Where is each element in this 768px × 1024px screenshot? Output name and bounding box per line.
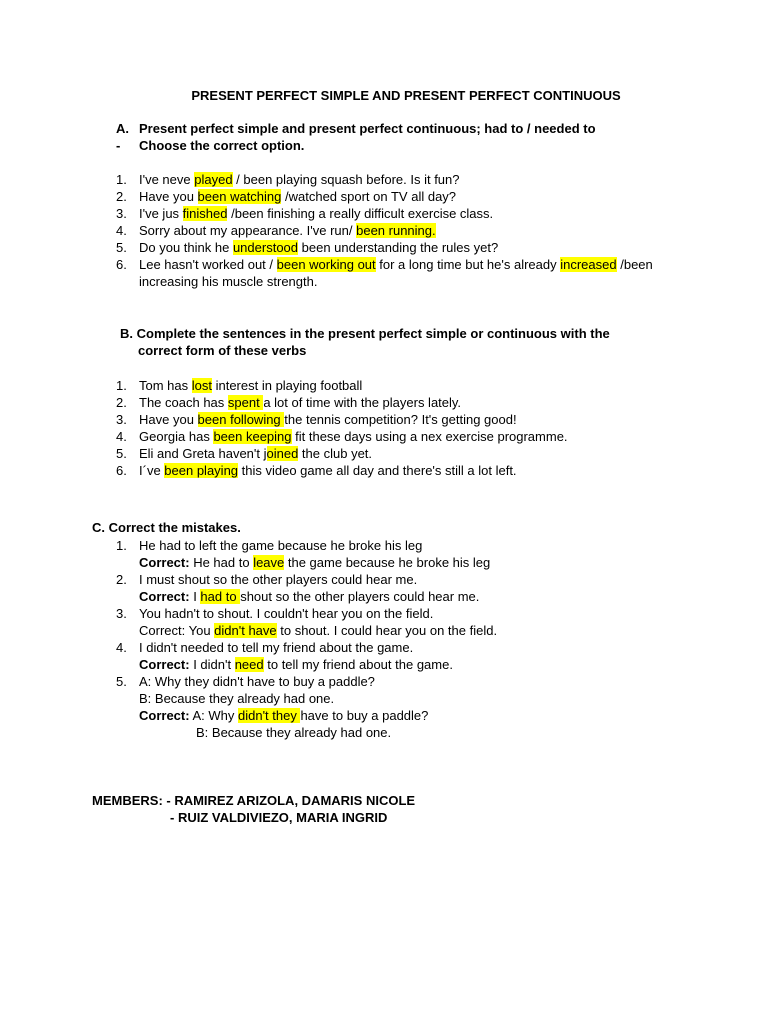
answer-highlight: had to xyxy=(200,589,241,604)
list-item: 4. Georgia has been keeping fit these days using a nex exercise programme. xyxy=(116,429,568,444)
list-item: 1. He had to left the game because he broke his leg Correct: He had to leave the game because he broke his leg xyxy=(116,538,491,570)
list-item: 2. The coach has spent a lot of time with the players lately. xyxy=(116,395,462,410)
section-c-list xyxy=(116,537,497,741)
members-block xyxy=(92,792,415,826)
list-item: 1. I've neve played / been playing squash before. Is it fun? xyxy=(116,172,460,187)
list-item: 1. Tom has lost interest in playing football xyxy=(116,378,363,393)
section-a-list xyxy=(116,171,653,290)
member-line-1: MEMBERS: - RAMIREZ ARIZOLA, DAMARIS NICOLE xyxy=(92,793,416,808)
list-item: 4. Sorry about my appearance. I've run/ been running. xyxy=(116,223,436,238)
answer-highlight: been playing xyxy=(164,463,239,478)
answer-highlight: didn't have xyxy=(214,623,277,638)
section-b-title: B. Complete the sentences in the present perfect simple or continuous with the xyxy=(120,326,610,341)
member-line-2: - RUIZ VALDIVIEZO, MARIA INGRID xyxy=(170,810,388,825)
section-a-instruction: Choose the correct option. xyxy=(139,138,305,153)
answer-highlight: increased xyxy=(560,257,617,272)
section-c-heading: C. Correct the mistakes. xyxy=(92,520,241,535)
answer-highlight: been running. xyxy=(356,223,436,238)
answer-highlight: played xyxy=(194,172,233,187)
section-a-title: Present perfect simple and present perfect continuous; had to / needed to xyxy=(139,121,596,136)
page-title: PRESENT PERFECT SIMPLE AND PRESENT PERFECT CONTINUOUS xyxy=(191,88,621,103)
answer-highlight: finished xyxy=(182,206,228,221)
list-item: 6. I´ve been playing this video game all day and there's still a lot left. xyxy=(116,463,517,478)
answer-highlight: been working out xyxy=(276,257,376,272)
answer-highlight: been following xyxy=(197,412,285,427)
answer-highlight: been keeping xyxy=(213,429,292,444)
section-b-heading xyxy=(120,325,610,359)
section-a-marker: A. xyxy=(116,121,129,136)
section-b-list xyxy=(116,377,568,479)
answer-highlight: oined xyxy=(266,446,299,461)
answer-highlight: didn't they xyxy=(237,708,301,723)
answer-highlight: spent xyxy=(227,395,264,410)
answer-highlight: been watching xyxy=(197,189,282,204)
answer-highlight: lost xyxy=(191,378,212,393)
list-item: 2. Have you been watching /watched sport on TV all day? xyxy=(116,189,457,204)
section-b-title-cont: correct form of these verbs xyxy=(138,343,307,358)
list-item: 5. Do you think he understood been understanding the rules yet? xyxy=(116,240,499,255)
answer-highlight: need xyxy=(234,657,264,672)
answer-highlight: understood xyxy=(232,240,299,255)
list-item: 5. Eli and Greta haven't joined the club yet. xyxy=(116,446,373,461)
list-item: 6. Lee hasn't worked out / been working out for a long time but he's already increased /been increasing his muscle strength. xyxy=(116,257,653,289)
list-item: 4. I didn't needed to tell my friend about the game. Correct: I didn't need to tell my friend about the game. xyxy=(116,640,453,672)
list-item: 3. You hadn't to shout. I couldn't hear you on the field. Correct: You didn't have to shout. I could hear you on the field. xyxy=(116,606,498,638)
answer-highlight: leave xyxy=(253,555,285,570)
list-item: 3. I've jus finished /been finishing a really difficult exercise class. xyxy=(116,206,494,221)
section-a-dash: - xyxy=(116,138,121,153)
list-item: 5. A: Why they didn't have to buy a paddle? B: Because they already had one. Correct: A: Why didn't they have to buy a paddle? B: Because they already had one. xyxy=(116,674,429,740)
list-item: 3. Have you been following the tennis competition? It's getting good! xyxy=(116,412,517,427)
list-item: 2. I must shout so the other players could hear me. Correct: I had to shout so the other players could hear me. xyxy=(116,572,480,604)
